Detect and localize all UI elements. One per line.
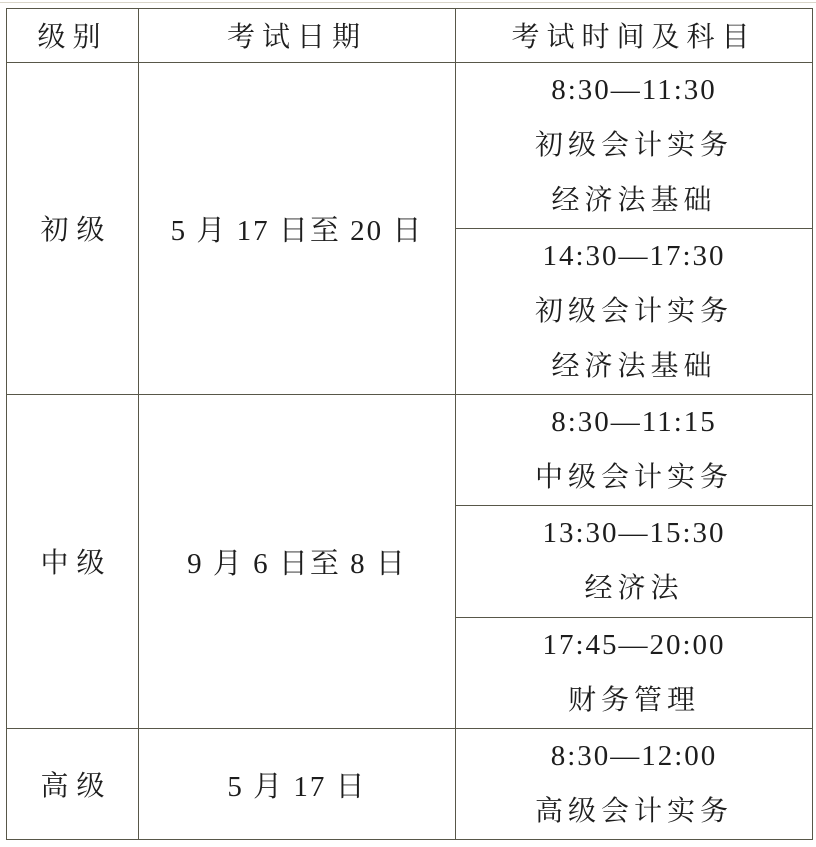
sessions-cell xyxy=(455,63,812,394)
date-label: 5 月 17 日 xyxy=(227,770,367,803)
level-label: 高级 xyxy=(40,771,113,802)
session-subject: 初级会计实务 xyxy=(534,129,733,161)
session-subject: 财务管理 xyxy=(567,684,700,716)
exam-schedule-table xyxy=(6,8,813,840)
session-block xyxy=(456,505,812,616)
level-label: 初级 xyxy=(40,215,113,247)
session-time: 17:45—20:00 xyxy=(542,628,726,661)
session-subject: 初级会计实务 xyxy=(534,295,733,327)
level-cell xyxy=(7,729,138,839)
level-label: 中级 xyxy=(40,548,113,580)
header-time-subjects: 考试时间及科目 xyxy=(455,9,812,62)
level-cell xyxy=(7,395,138,728)
session-time: 14:30—17:30 xyxy=(542,239,726,272)
header-level: 级别 xyxy=(37,22,108,54)
date-label: 9 月 6 日至 8 日 xyxy=(187,547,407,580)
session-time: 8:30—11:15 xyxy=(551,405,717,438)
session-block xyxy=(456,63,812,228)
session-time: 13:30—15:30 xyxy=(542,517,726,550)
date-label: 5 月 17 日至 20 日 xyxy=(170,214,424,247)
table-row-intermediate xyxy=(7,395,812,729)
sessions-cell xyxy=(455,395,812,728)
session-subject: 经济法基础 xyxy=(551,184,717,216)
header-exam-date: 考试日期 xyxy=(138,9,455,62)
session-subject: 高级会计实务 xyxy=(534,796,733,827)
date-cell xyxy=(138,395,455,728)
session-block xyxy=(456,228,812,394)
session-time: 8:30—11:30 xyxy=(551,73,717,106)
sessions-cell xyxy=(455,729,812,839)
session-block xyxy=(456,729,812,839)
session-time: 8:30—12:00 xyxy=(550,740,718,772)
table-row-junior xyxy=(7,63,812,395)
page-top-hairline xyxy=(0,2,816,3)
session-subject: 经济法基础 xyxy=(551,350,717,382)
date-cell xyxy=(138,63,455,394)
level-cell xyxy=(7,63,138,394)
date-cell xyxy=(138,729,455,839)
session-block xyxy=(456,617,812,728)
table-row-senior xyxy=(7,729,812,839)
table-header-row xyxy=(7,9,812,63)
session-block xyxy=(456,395,812,505)
session-subject: 经济法 xyxy=(584,573,684,605)
session-subject: 中级会计实务 xyxy=(534,461,733,493)
